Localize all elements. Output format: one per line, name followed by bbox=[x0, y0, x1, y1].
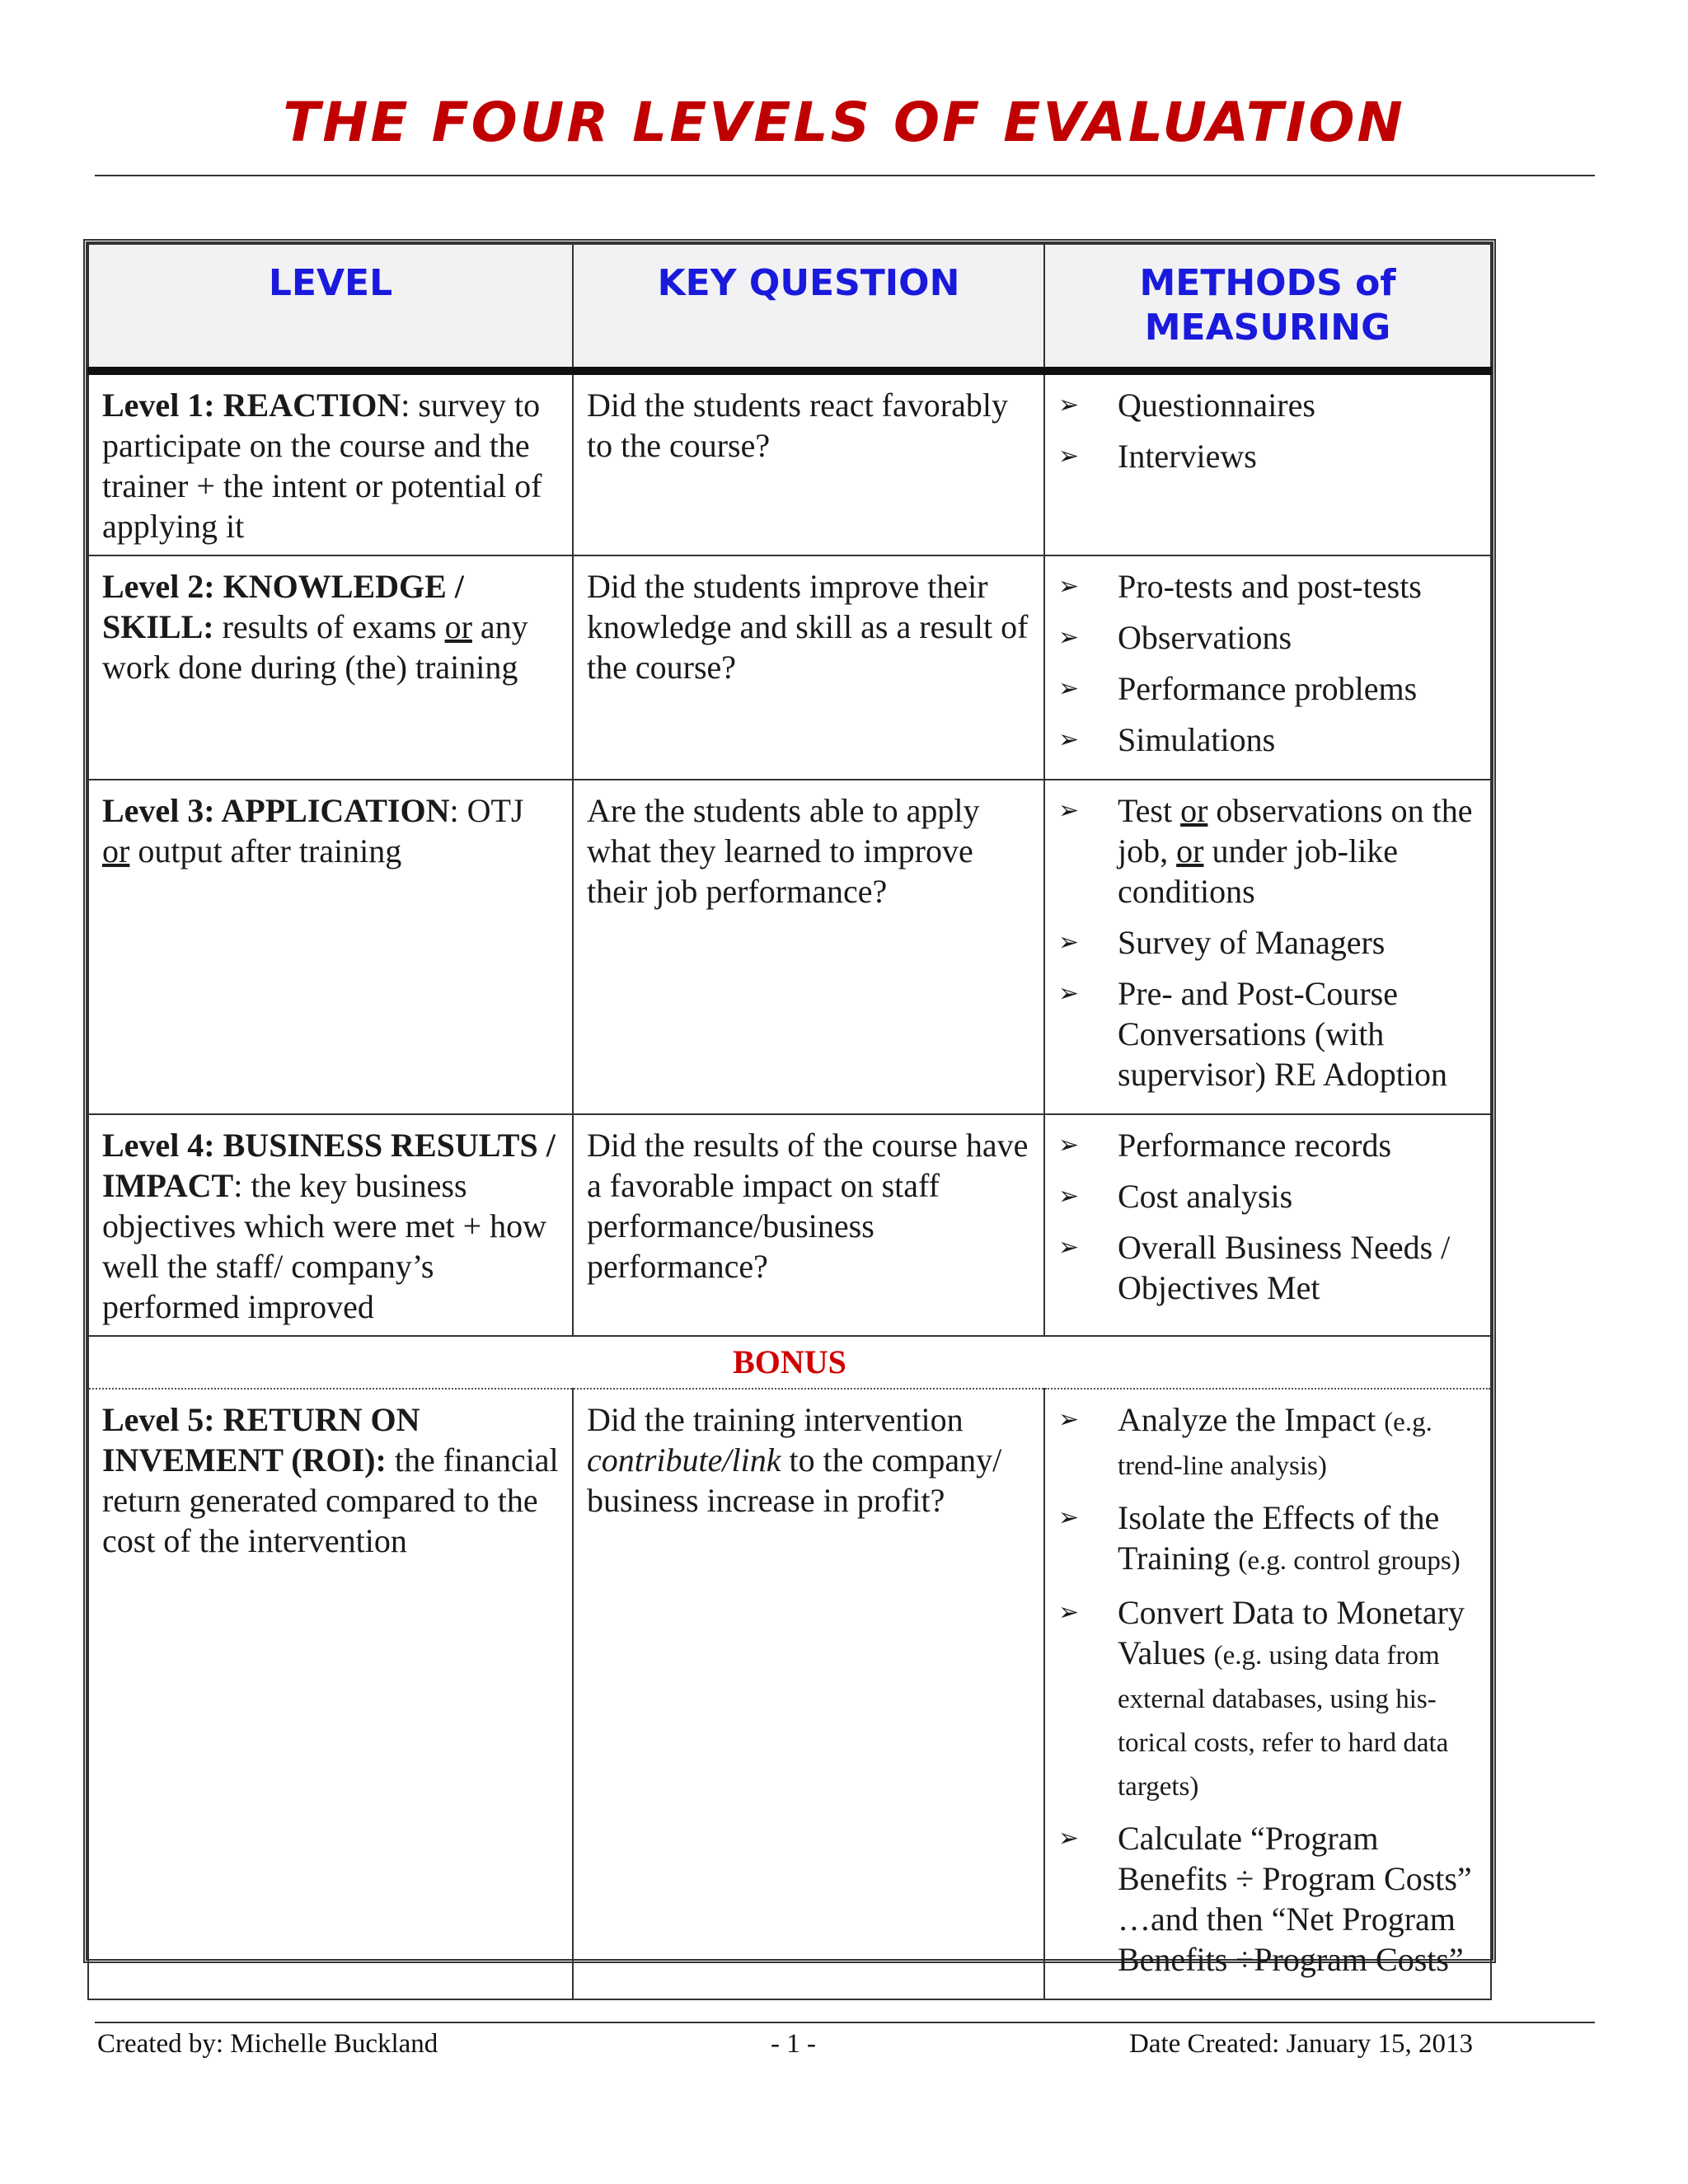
page-title: THE FOUR LEVELS OF EVALUATION bbox=[283, 91, 1405, 154]
table-row bbox=[88, 780, 1491, 1114]
list-item bbox=[1058, 617, 1477, 658]
question-cell: Did the students react favorably to the course? bbox=[573, 371, 1044, 555]
level-cell bbox=[88, 555, 573, 780]
table-row bbox=[88, 555, 1491, 780]
header-methods bbox=[1044, 244, 1491, 371]
method-text: Performance records bbox=[1118, 1127, 1392, 1164]
footer-divider bbox=[95, 2022, 1595, 2023]
table-row bbox=[88, 371, 1491, 555]
level-description: the financial return generated compared to the cost of the intervention bbox=[102, 1441, 559, 1559]
list-item bbox=[1058, 566, 1477, 607]
level-description-end: any work done during (the) training bbox=[102, 608, 528, 686]
level-cell bbox=[88, 780, 573, 1114]
arrowhead-bullet-icon: ➢ bbox=[1058, 623, 1080, 652]
question-cell: Did the results of the course have a favorable impact on staff performance/business performance? bbox=[573, 1114, 1044, 1336]
or-underlined: or bbox=[1180, 792, 1208, 829]
list-item bbox=[1058, 922, 1477, 963]
level-cell bbox=[88, 1114, 573, 1336]
question-cell: Did the students improve their knowledge and skill as a result of the course? bbox=[573, 555, 1044, 780]
header-level: LEVEL bbox=[88, 244, 573, 371]
list-item bbox=[1058, 1399, 1477, 1487]
methods-cell bbox=[1044, 1114, 1491, 1336]
level-description: results of exams bbox=[213, 608, 445, 645]
list-item bbox=[1058, 1592, 1477, 1807]
bonus-label: BONUS bbox=[88, 1336, 1491, 1389]
method-text: Pre- and Post-Course Conversations (with supervisor) RE Adoption bbox=[1118, 975, 1447, 1093]
arrowhead-bullet-icon: ➢ bbox=[1058, 674, 1080, 703]
list-item bbox=[1058, 1497, 1477, 1582]
method-text: Survey of Managers bbox=[1118, 924, 1386, 961]
method-text: Cost analysis bbox=[1118, 1178, 1293, 1215]
arrowhead-bullet-icon: ➢ bbox=[1058, 979, 1080, 1008]
arrowhead-bullet-icon: ➢ bbox=[1058, 796, 1080, 825]
footer-date: Date Created: January 15, 2013 bbox=[1129, 2029, 1473, 2059]
list-item bbox=[1058, 1125, 1477, 1165]
level-description-end: output after training bbox=[129, 832, 402, 869]
list-item bbox=[1058, 385, 1477, 425]
method-text: Interviews bbox=[1118, 438, 1257, 475]
level-name: Level 2: KNOWLEDGE / SKILL: bbox=[102, 568, 464, 645]
method-example: (e.g. using data from external databases, using his-torical costs, refer to hard data targets) bbox=[1118, 1641, 1449, 1802]
or-underlined: or bbox=[102, 832, 130, 869]
arrowhead-bullet-icon: ➢ bbox=[1058, 391, 1080, 419]
table-row bbox=[88, 1114, 1491, 1336]
or-underlined: or bbox=[1176, 832, 1204, 869]
question-cell bbox=[573, 1389, 1044, 1999]
table-row bbox=[88, 1389, 1491, 1999]
arrowhead-bullet-icon: ➢ bbox=[1058, 1405, 1080, 1434]
list-item bbox=[1058, 719, 1477, 760]
method-text: Isolate the Effects of the Training bbox=[1118, 1499, 1440, 1577]
methods-cell bbox=[1044, 1389, 1491, 1999]
question-cell: Are the students able to apply what they learned to improve their job performance? bbox=[573, 780, 1044, 1114]
methods-cell bbox=[1044, 555, 1491, 780]
list-item bbox=[1058, 668, 1477, 709]
arrowhead-bullet-icon: ➢ bbox=[1058, 1598, 1080, 1627]
methods-cell bbox=[1044, 371, 1491, 555]
list-item bbox=[1058, 790, 1477, 912]
question-italic: contribute/link bbox=[587, 1441, 781, 1479]
header-methods-line2: MEASURING bbox=[1144, 307, 1391, 349]
level-name: Level 4: BUSINESS RESULTS / IMPACT bbox=[102, 1127, 556, 1204]
arrowhead-bullet-icon: ➢ bbox=[1058, 1233, 1080, 1262]
evaluation-table bbox=[83, 239, 1496, 1978]
list-item bbox=[1058, 1176, 1477, 1216]
level-description: : the key business objectives which were met + how well the staff/ company’s performed improved bbox=[102, 1167, 547, 1325]
arrowhead-bullet-icon: ➢ bbox=[1058, 725, 1080, 754]
list-item bbox=[1058, 973, 1477, 1094]
list-item bbox=[1058, 436, 1477, 476]
question-text-end: to the company/ business increase in profit? bbox=[587, 1441, 1002, 1519]
footer-page-number: - 1 - bbox=[771, 2029, 816, 2059]
list-item bbox=[1058, 1227, 1477, 1308]
level-name: Level 1: REACTION bbox=[102, 387, 401, 424]
level-description: : survey to participate on the course and the trainer + the intent or potential of applying it bbox=[102, 387, 542, 545]
arrowhead-bullet-icon: ➢ bbox=[1058, 1824, 1080, 1853]
method-example: (e.g. control groups) bbox=[1238, 1546, 1461, 1576]
bonus-row bbox=[88, 1336, 1491, 1389]
arrowhead-bullet-icon: ➢ bbox=[1058, 928, 1080, 957]
arrowhead-bullet-icon: ➢ bbox=[1058, 572, 1080, 601]
question-text: Did the training intervention bbox=[587, 1401, 964, 1438]
method-text: Convert Data to Monetary Values bbox=[1118, 1594, 1465, 1671]
arrowhead-bullet-icon: ➢ bbox=[1058, 1131, 1080, 1160]
arrowhead-bullet-icon: ➢ bbox=[1058, 1503, 1080, 1532]
method-text: Simulations bbox=[1118, 721, 1276, 758]
method-text: Analyze the Impact bbox=[1118, 1401, 1385, 1438]
table-header-row bbox=[88, 244, 1491, 371]
arrowhead-bullet-icon: ➢ bbox=[1058, 1182, 1080, 1211]
level-cell bbox=[88, 371, 573, 555]
level-name: Level 5: RETURN ON INVEMENT (ROI): bbox=[102, 1401, 420, 1479]
title-divider bbox=[95, 175, 1595, 176]
methods-cell bbox=[1044, 780, 1491, 1114]
footer-author: Created by: Michelle Buckland bbox=[97, 2029, 438, 2059]
method-text: Questionnaires bbox=[1118, 387, 1315, 424]
method-text: Overall Business Needs / Objectives Met bbox=[1118, 1229, 1451, 1306]
level-cell bbox=[88, 1389, 573, 1999]
method-text: Performance problems bbox=[1118, 670, 1418, 707]
method-text: Calculate “Program Benefits ÷ Program Costs” …and then “Net Program Benefits ÷Program Costs” bbox=[1118, 1820, 1472, 1978]
level-name: Level 3: APPLICATION bbox=[102, 792, 450, 829]
method-text: Observations bbox=[1118, 619, 1292, 656]
arrowhead-bullet-icon: ➢ bbox=[1058, 442, 1080, 471]
method-text: under job-like conditions bbox=[1118, 832, 1398, 910]
header-key-question: KEY QUESTION bbox=[573, 244, 1044, 371]
method-text: observations on the job, bbox=[1118, 792, 1473, 869]
method-text: Pro-tests and post-tests bbox=[1118, 568, 1422, 605]
level-description: : OTJ bbox=[449, 792, 524, 829]
or-underlined: or bbox=[444, 608, 472, 645]
method-example: (e.g. trend-line analysis) bbox=[1118, 1408, 1432, 1481]
list-item bbox=[1058, 1818, 1477, 1980]
header-methods-line1: METHODS of bbox=[1139, 262, 1396, 304]
method-text: Test bbox=[1118, 792, 1181, 829]
